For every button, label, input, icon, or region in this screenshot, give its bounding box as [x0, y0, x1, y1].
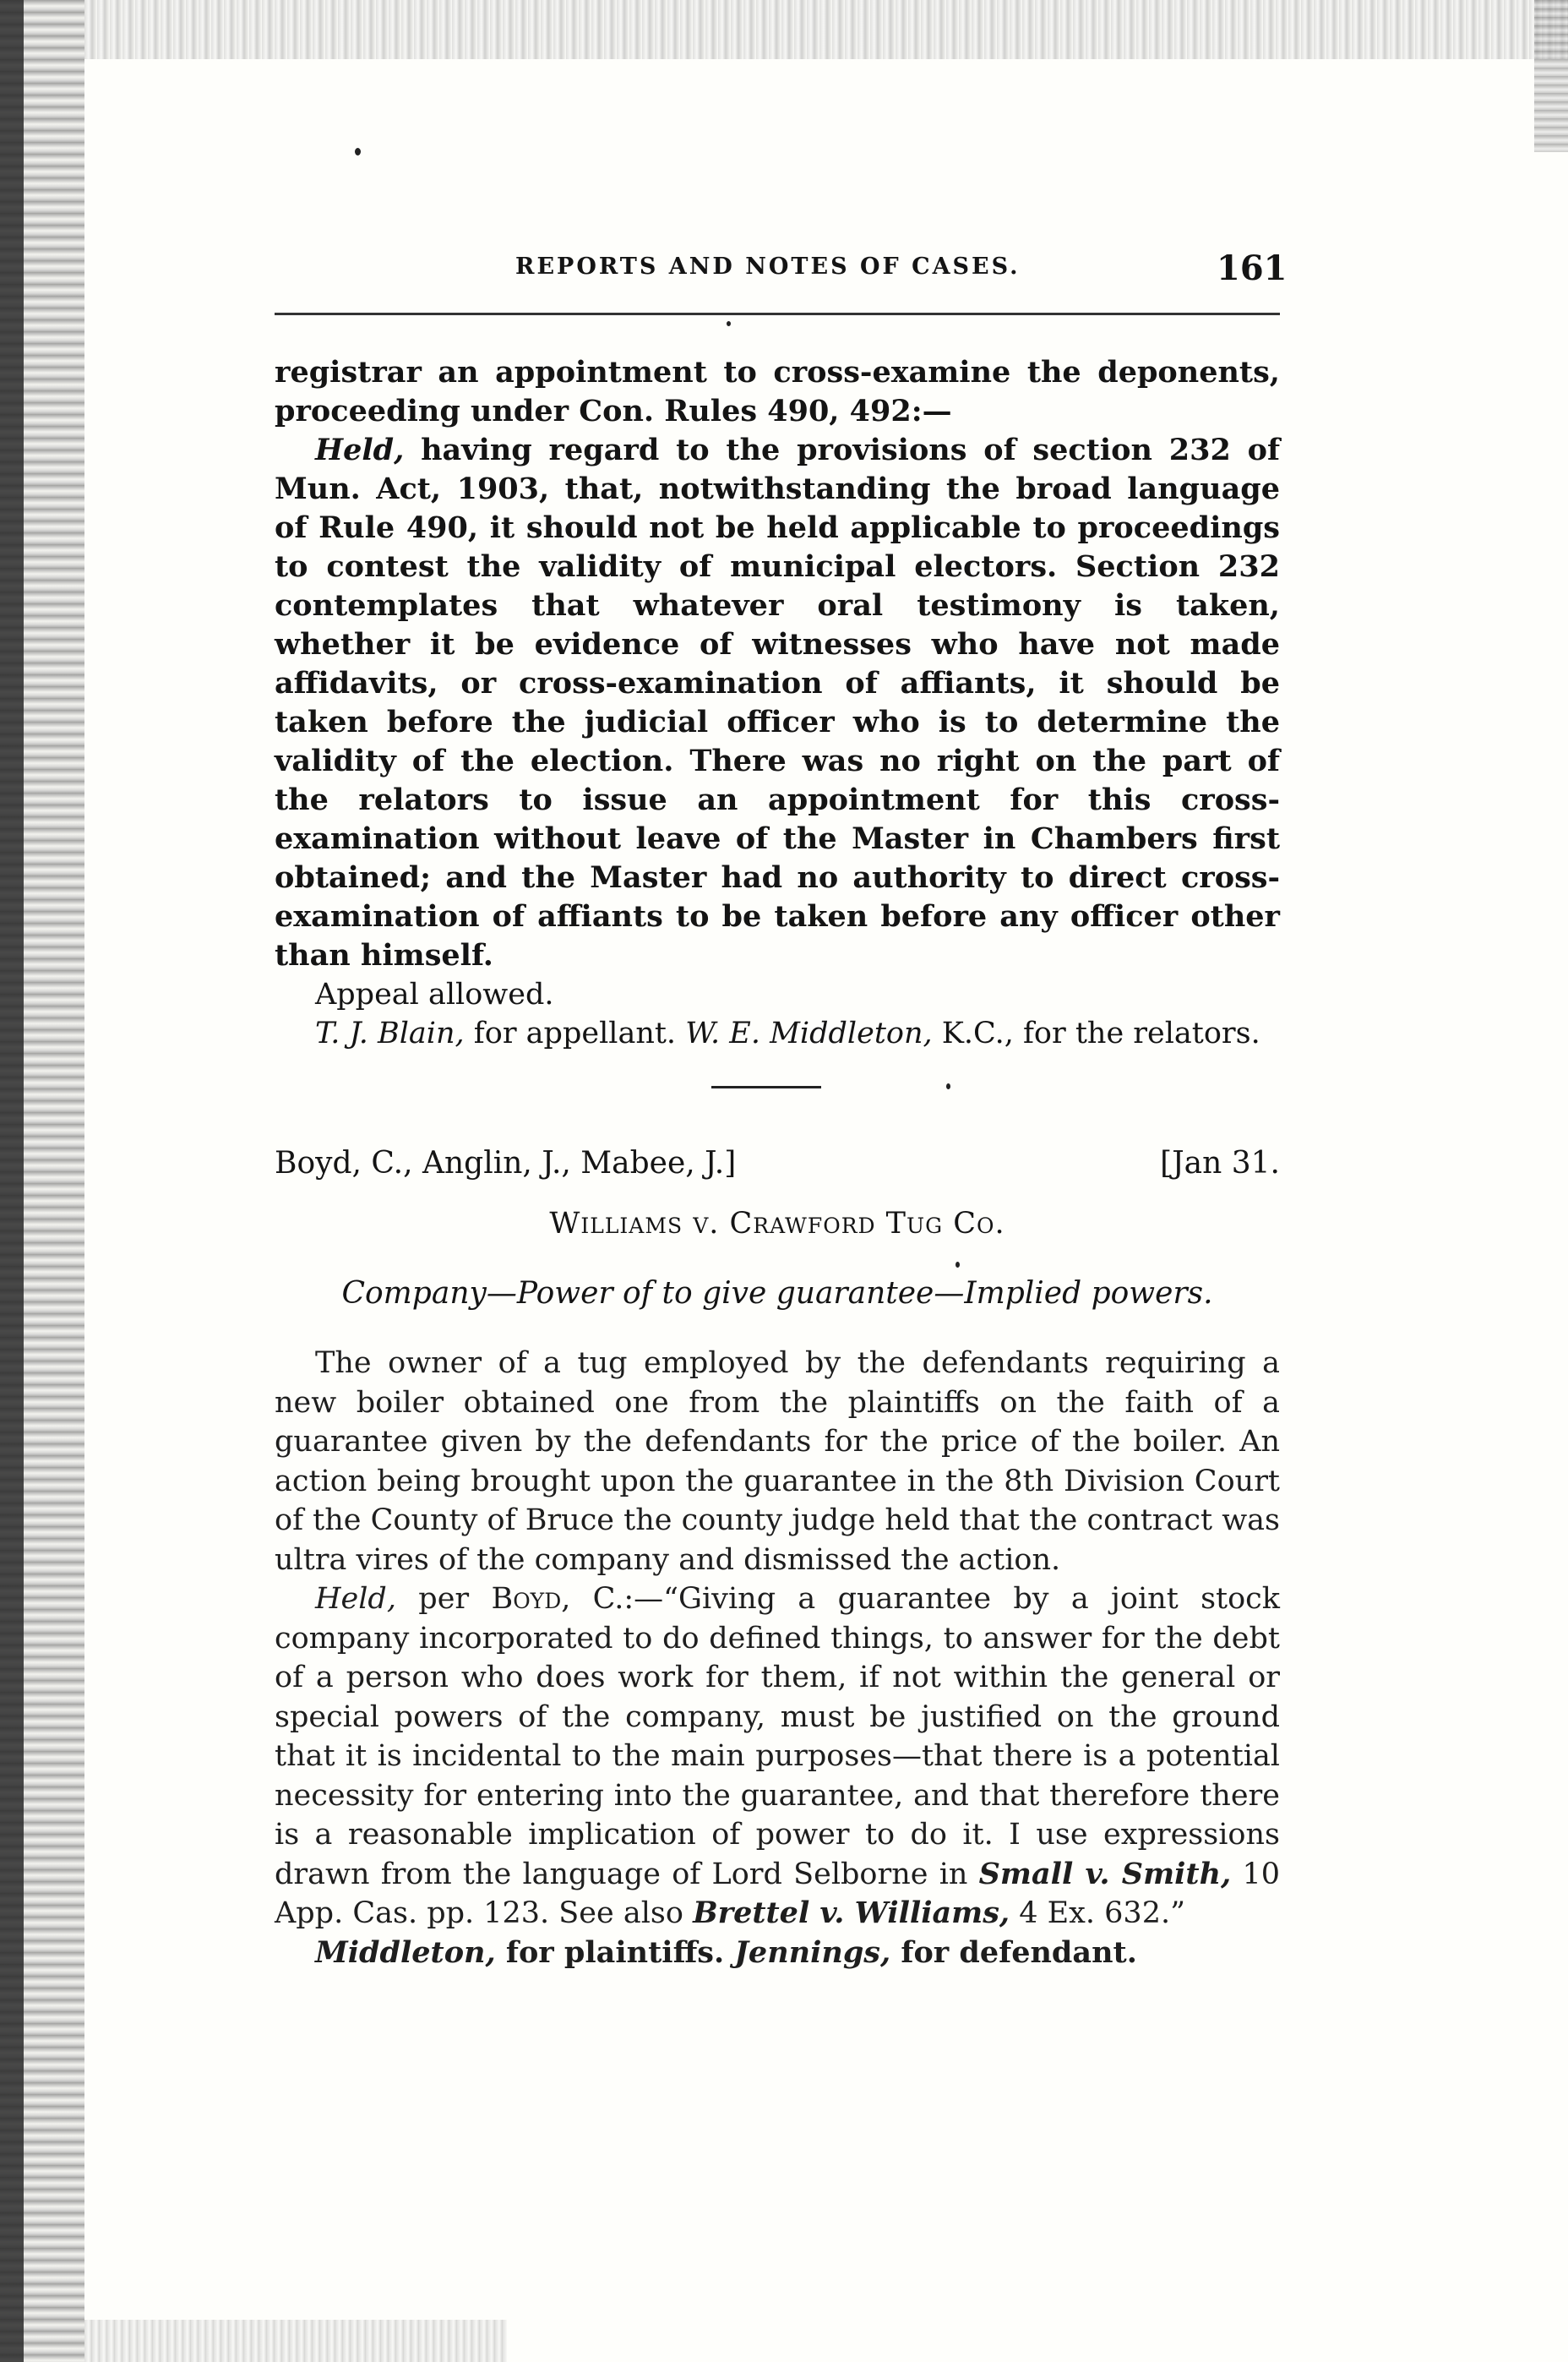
case2-counsel: [275, 1934, 1280, 1973]
counsel-name: T. J. Blain,: [315, 1017, 465, 1050]
speck: [946, 1083, 950, 1089]
headnote-catchwords: Company—Power of to give guarantee—Implied powers.: [341, 1276, 1213, 1311]
page-number: 161: [1217, 248, 1288, 288]
counsel-role: for appellant.: [464, 1017, 686, 1050]
held-label: Held,: [315, 433, 405, 467]
counsel-name: W. E. Middleton,: [685, 1017, 933, 1050]
scan-edge-top: [84, 0, 1568, 59]
speck: [355, 148, 361, 155]
counsel-role: for plaintiffs.: [495, 1934, 735, 1970]
citation-ref: 10 App. Cas. pp. 123. See also: [275, 1857, 1280, 1930]
counsel-role: for defendant.: [890, 1934, 1137, 1970]
case1-held-paragraph: [275, 431, 1280, 975]
counsel-name: Jennings,: [734, 1934, 891, 1970]
citation-name: Small v. Smith,: [978, 1856, 1232, 1891]
decision-date: [Jan 31.: [1160, 1146, 1280, 1181]
case2-facts-paragraph: The owner of a tug employed by the defendants requiring a new boiler obtained one from the plaintiffs on the faith of a guarantee given by the defendants for the price of the boiler. An action being brought upon the guarantee in the 8th Division Court of the County of Bruce the county judge held that the contract was ultra vires of the company and dismissed the action.: [275, 1346, 1280, 1577]
counsel-name: Middleton,: [315, 1934, 496, 1970]
case2-held-paragraph: [275, 1579, 1280, 1934]
scan-edge-bottom: [84, 2320, 507, 2362]
judge-name: Boyd, C.: [491, 1582, 624, 1616]
case1-body: [275, 353, 1280, 1053]
counsel-role: K.C., for the relators.: [932, 1017, 1260, 1050]
header-rule: [275, 313, 1280, 315]
coram: Boyd, C., Anglin, J., Mabee, J.]: [275, 1146, 737, 1181]
case-title: Williams v. Crawford Tug Co.: [549, 1207, 1005, 1241]
held-quote: :—“Giving a guarantee by a joint stock company incorporated to do defined things, to answer for the debt of a person who does work for them, if not within the general or special powers of the company, must be justified on the ground that it is incidental to the main purposes—that there is a potential necessity for entering into the guarantee, and that therefore there is a reasonable implication of power to do it. I use expressions drawn from the language of Lord Selborne in: [275, 1582, 1280, 1891]
citation-name: Brettel v. Williams,: [693, 1896, 1010, 1930]
case-separator-rule: [711, 1086, 821, 1088]
case1-result: Appeal allowed.: [315, 978, 554, 1012]
citation-ref: 4 Ex. 632.”: [1010, 1896, 1185, 1930]
held-per: per: [395, 1582, 492, 1616]
scan-edge-right: [1534, 0, 1568, 152]
case1-opening-paragraph: registrar an appointment to cross-examine the deponents, proceeding under Con. Rules 490, 492:—: [275, 355, 1280, 428]
speck: [956, 1262, 960, 1268]
held-label: Held,: [315, 1582, 396, 1616]
scan-edge-left-dark: [0, 0, 24, 2362]
running-head: REPORTS AND NOTES OF CASES.: [515, 254, 1021, 280]
held-text: having regard to the provisions of section 232 of Mun. Act, 1903, that, notwithstanding the broad language of Rule 490, it should not be held applicable to proceedings to contest the validity of municipal electors. Section 232 contemplates that whatever oral testimony is taken, whether it be evidence of witnesses who have not made affidavits, or cross-examination of affiants, it should be taken before the judicial officer who is to determine the validity of the election. There was no right on the part of the relators to issue an appointment for this cross-examination without leave of the Master in Chambers first obtained; and the Master had no authority to direct cross-examination of affiants to be taken before any officer other than himself.: [275, 433, 1280, 973]
speck: [727, 321, 731, 326]
coram-row: [275, 1146, 1280, 1188]
case1-counsel: [275, 1014, 1280, 1053]
case2-body: [275, 1344, 1280, 1972]
